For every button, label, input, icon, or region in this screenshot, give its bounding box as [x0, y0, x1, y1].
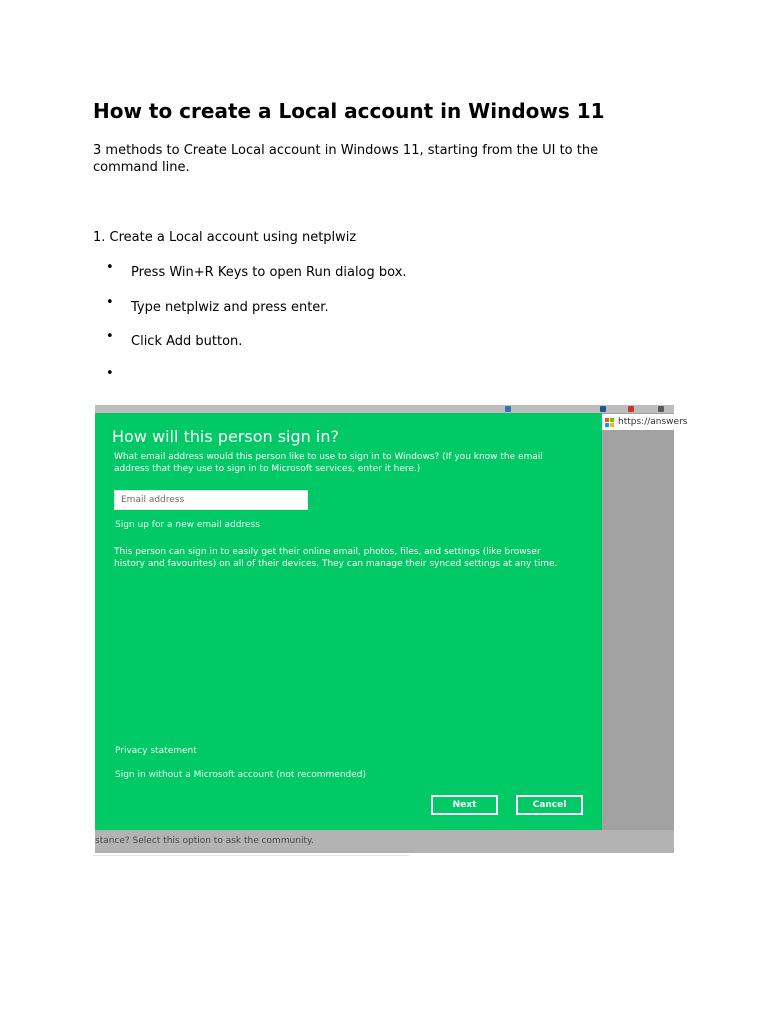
toolbar-icon	[600, 406, 606, 412]
embedded-screenshot	[95, 405, 688, 853]
toolbar-icon	[658, 406, 664, 412]
screenshot-bottom-strip	[95, 830, 674, 853]
dialog-title: How will this person sign in?	[112, 427, 339, 446]
microsoft-logo-icon	[605, 418, 614, 427]
bullet: •	[106, 295, 114, 310]
signup-link[interactable]: Sign up for a new email address	[115, 520, 260, 530]
logo-yellow-square	[610, 423, 614, 427]
document-intro: 3 methods to Create Local account in Windows 11, starting from the UI to the command line.	[93, 143, 599, 175]
logo-green-square	[610, 418, 614, 422]
divider	[93, 855, 409, 856]
browser-url: https://answers	[618, 417, 688, 427]
sign-in-dialog	[95, 413, 602, 830]
bullet: •	[106, 329, 114, 344]
cancel-button[interactable]: Cancel	[516, 795, 583, 815]
screenshot-top-strip	[95, 405, 674, 413]
logo-blue-square	[605, 423, 609, 427]
empty-bullet: •	[106, 366, 114, 381]
step-text: Press Win+R Keys to open Run dialog box.	[131, 265, 407, 280]
document-title: How to create a Local account in Windows 11	[93, 99, 605, 123]
email-field[interactable]	[114, 490, 308, 510]
logo-red-square	[605, 418, 609, 422]
next-button[interactable]: Next	[431, 795, 498, 815]
step-text: Type netplwiz and press enter.	[131, 300, 329, 315]
bullet: •	[106, 260, 114, 275]
toolbar-icon	[505, 406, 511, 412]
dialog-info: This person can sign in to easily get their online email, photos, files, and settings (like browser history and favourites) on all of their devices. They can manage their synced settings at any time.	[114, 547, 558, 569]
step-text: Click Add button.	[131, 334, 243, 349]
method-heading: 1. Create a Local account using netplwiz	[93, 230, 357, 245]
dialog-question: What email address would this person like to use to sign in to Windows? (If you know the email address that they use to sign in to Microsoft services, enter it here.)	[114, 452, 543, 474]
privacy-statement-link[interactable]: Privacy statement	[115, 746, 197, 756]
browser-address-bar	[600, 414, 688, 430]
sign-in-without-microsoft-account-link[interactable]: Sign in without a Microsoft account (not recommended)	[115, 770, 367, 780]
background-page-text: stance? Select this option to ask the community.	[95, 836, 314, 846]
toolbar-icon	[628, 406, 634, 412]
